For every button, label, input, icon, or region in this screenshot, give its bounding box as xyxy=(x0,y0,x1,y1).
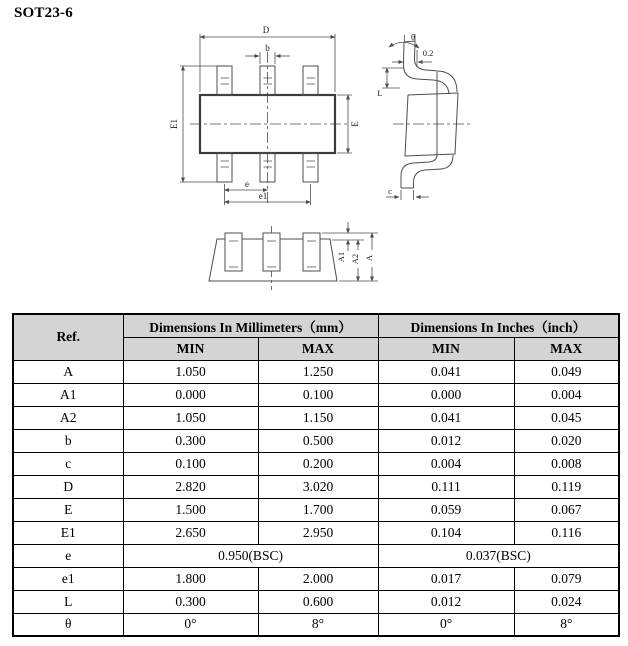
front-view xyxy=(209,222,378,290)
dim-label-theta: θ xyxy=(410,32,416,42)
table-row xyxy=(13,475,619,498)
dim-label-A2: A2 xyxy=(350,253,360,265)
value-cell: 0.119 xyxy=(514,475,619,498)
value-cell: 0.017 xyxy=(378,567,514,590)
value-cell: 2.820 xyxy=(123,475,258,498)
dim-label-b: b xyxy=(265,43,270,53)
value-cell: 0.100 xyxy=(123,452,258,475)
value-cell-span: 0.950(BSC) xyxy=(123,544,378,567)
side-body xyxy=(405,93,458,156)
value-cell: 0.024 xyxy=(514,590,619,613)
value-cell: 0.012 xyxy=(378,590,514,613)
value-cell: 0.111 xyxy=(378,475,514,498)
value-cell: 0° xyxy=(123,613,258,636)
dim-label-A: A xyxy=(364,254,374,262)
ref-cell: D xyxy=(13,475,123,498)
value-cell: 0.004 xyxy=(378,452,514,475)
value-cell: 8° xyxy=(258,613,378,636)
table-row xyxy=(13,590,619,613)
value-cell: 0.020 xyxy=(514,429,619,452)
dim-label-D: D xyxy=(262,25,270,35)
value-cell: 0.045 xyxy=(514,406,619,429)
value-cell: 0.100 xyxy=(258,383,378,406)
value-cell: 3.020 xyxy=(258,475,378,498)
value-cell-span: 0.037(BSC) xyxy=(378,544,619,567)
value-cell: 0.041 xyxy=(378,406,514,429)
value-cell: 1.050 xyxy=(123,406,258,429)
side-view xyxy=(377,32,472,200)
ref-cell: A2 xyxy=(13,406,123,429)
table-row xyxy=(13,383,619,406)
package-outline-drawing xyxy=(0,0,628,310)
value-cell: 0.012 xyxy=(378,429,514,452)
table-row xyxy=(13,429,619,452)
value-cell: 1.700 xyxy=(258,498,378,521)
dim-label-E1: E1 xyxy=(169,119,179,129)
value-cell: 0.004 xyxy=(514,383,619,406)
front-leads xyxy=(225,233,320,271)
table-row xyxy=(13,498,619,521)
mm-group-header: Dimensions In Millimeters（mm） xyxy=(123,314,378,337)
ref-cell: A xyxy=(13,360,123,383)
top-view xyxy=(169,25,360,206)
value-cell: 8° xyxy=(514,613,619,636)
inch-min-header: MIN xyxy=(378,337,514,360)
ref-cell: E1 xyxy=(13,521,123,544)
value-cell: 0.079 xyxy=(514,567,619,590)
ref-column-header: Ref. xyxy=(13,314,123,360)
value-cell: 0.008 xyxy=(514,452,619,475)
table-row xyxy=(13,544,619,567)
mm-max-header: MAX xyxy=(258,337,378,360)
page-title: SOT23-6 xyxy=(14,5,73,21)
dim-label-A1: A1 xyxy=(336,251,346,263)
value-cell: 1.050 xyxy=(123,360,258,383)
table-row xyxy=(13,521,619,544)
dim-label-e: e xyxy=(245,179,249,189)
table-row xyxy=(13,452,619,475)
ref-cell: b xyxy=(13,429,123,452)
dimensions-table xyxy=(12,313,620,637)
value-cell: 0.200 xyxy=(258,452,378,475)
dim-label-L: L xyxy=(377,88,383,98)
value-cell: 0.059 xyxy=(378,498,514,521)
table-row xyxy=(13,360,619,383)
value-cell: 0.041 xyxy=(378,360,514,383)
mm-min-header: MIN xyxy=(123,337,258,360)
table-row xyxy=(13,567,619,590)
value-cell: 0.600 xyxy=(258,590,378,613)
ref-cell: E xyxy=(13,498,123,521)
value-cell: 0.067 xyxy=(514,498,619,521)
ref-cell: L xyxy=(13,590,123,613)
value-cell: 1.250 xyxy=(258,360,378,383)
value-cell: 0.000 xyxy=(123,383,258,406)
ref-cell: e1 xyxy=(13,567,123,590)
ref-cell: e xyxy=(13,544,123,567)
table-header-row-groups xyxy=(13,314,619,337)
value-cell: 1.150 xyxy=(258,406,378,429)
value-cell: 1.800 xyxy=(123,567,258,590)
ref-cell: θ xyxy=(13,613,123,636)
value-cell: 0.104 xyxy=(378,521,514,544)
value-cell: 2.950 xyxy=(258,521,378,544)
value-cell: 2.650 xyxy=(123,521,258,544)
value-cell: 0.116 xyxy=(514,521,619,544)
dim-label-lead-offset: 0.2 xyxy=(422,48,434,58)
value-cell: 0.000 xyxy=(378,383,514,406)
inch-group-header: Dimensions In Inches（inch） xyxy=(378,314,619,337)
ref-cell: c xyxy=(13,452,123,475)
inch-max-header: MAX xyxy=(514,337,619,360)
value-cell: 1.500 xyxy=(123,498,258,521)
dim-label-E: E xyxy=(350,121,360,127)
value-cell: 0.300 xyxy=(123,429,258,452)
value-cell: 0° xyxy=(378,613,514,636)
value-cell: 2.000 xyxy=(258,567,378,590)
dim-label-e1: e1 xyxy=(258,191,268,201)
table-row xyxy=(13,613,619,636)
ref-cell: A1 xyxy=(13,383,123,406)
dim-label-c: c xyxy=(388,186,392,196)
value-cell: 0.500 xyxy=(258,429,378,452)
table-row xyxy=(13,406,619,429)
value-cell: 0.049 xyxy=(514,360,619,383)
value-cell: 0.300 xyxy=(123,590,258,613)
